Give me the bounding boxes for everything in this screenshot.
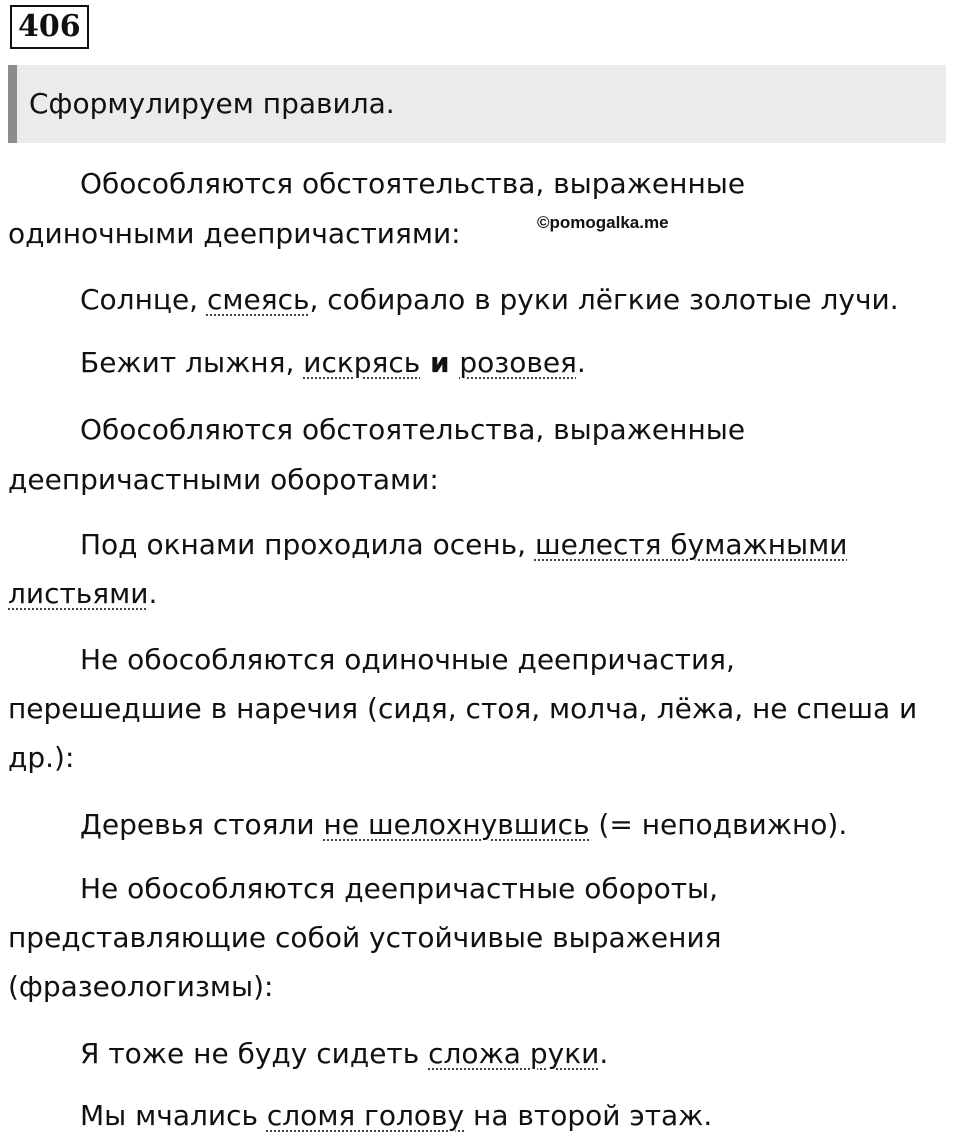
- example-3-before: Под окнами проходила осень,: [80, 528, 535, 561]
- example-3-line-2: [8, 577, 157, 611]
- example-3-phrase-part-1: шелестя бумажными: [534, 528, 848, 561]
- example-5-before: Я тоже не буду сидеть: [80, 1037, 429, 1070]
- example-2: [80, 346, 586, 380]
- example-2-before: Бежит лыжня,: [80, 346, 304, 379]
- example-6-before: Мы мчались: [80, 1099, 267, 1132]
- example-3-line-1: [80, 528, 847, 562]
- rule-3-line-2: перешедшие в наречия (сидя, стоя, молча, лёжа, не спеша и: [8, 692, 918, 725]
- example-4-gerund: не шелохнувшись: [323, 808, 590, 841]
- example-4-after: (= неподвижно).: [589, 808, 848, 841]
- task-number: 406: [10, 5, 89, 49]
- rule-1-line-2: одиночными деепричастиями:: [8, 217, 461, 250]
- example-3-after: .: [148, 577, 158, 610]
- example-1-after: , собирало в руки лёгкие золотые лучи.: [309, 283, 899, 316]
- example-6-phrase: сломя голову: [266, 1099, 465, 1132]
- example-1-gerund: смеясь: [206, 283, 310, 316]
- rule-4-line-3: (фразеологизмы):: [8, 970, 274, 1003]
- example-2-gerund-2: розовея: [459, 346, 577, 379]
- example-6-after: на второй этаж.: [464, 1099, 713, 1132]
- rule-header: [8, 65, 946, 143]
- example-4: [80, 808, 847, 842]
- example-3-phrase-part-2: листьями: [8, 577, 149, 610]
- example-4-before: Деревья стояли: [80, 808, 324, 841]
- example-5: [80, 1037, 608, 1071]
- rule-2-line-2: деепричастными оборотами:: [8, 463, 439, 496]
- example-6: [80, 1099, 712, 1133]
- example-2-after: .: [576, 346, 586, 379]
- rule-2-line-1: Обособляются обстоятельства, выраженные: [80, 413, 746, 446]
- watermark: ©pomogalka.me: [537, 213, 669, 232]
- example-2-conjunction: и: [420, 346, 460, 379]
- rule-4-line-1: Не обособляются деепричастные обороты,: [80, 872, 719, 905]
- rule-3-line-3: др.):: [8, 741, 75, 774]
- example-1-before: Солнце,: [80, 283, 207, 316]
- example-1: [80, 283, 899, 317]
- example-5-after: .: [599, 1037, 609, 1070]
- rule-4-line-2: представляющие собой устойчивые выражения: [8, 921, 722, 954]
- example-2-gerund-1: искрясь: [303, 346, 421, 379]
- rule-3-line-1: Не обособляются одиночные деепричастия,: [80, 643, 735, 676]
- example-5-phrase: сложа руки: [428, 1037, 600, 1070]
- rule-1-line-1: Обособляются обстоятельства, выраженные: [80, 167, 746, 200]
- rule-header-title: Сформулируем правила.: [29, 87, 395, 120]
